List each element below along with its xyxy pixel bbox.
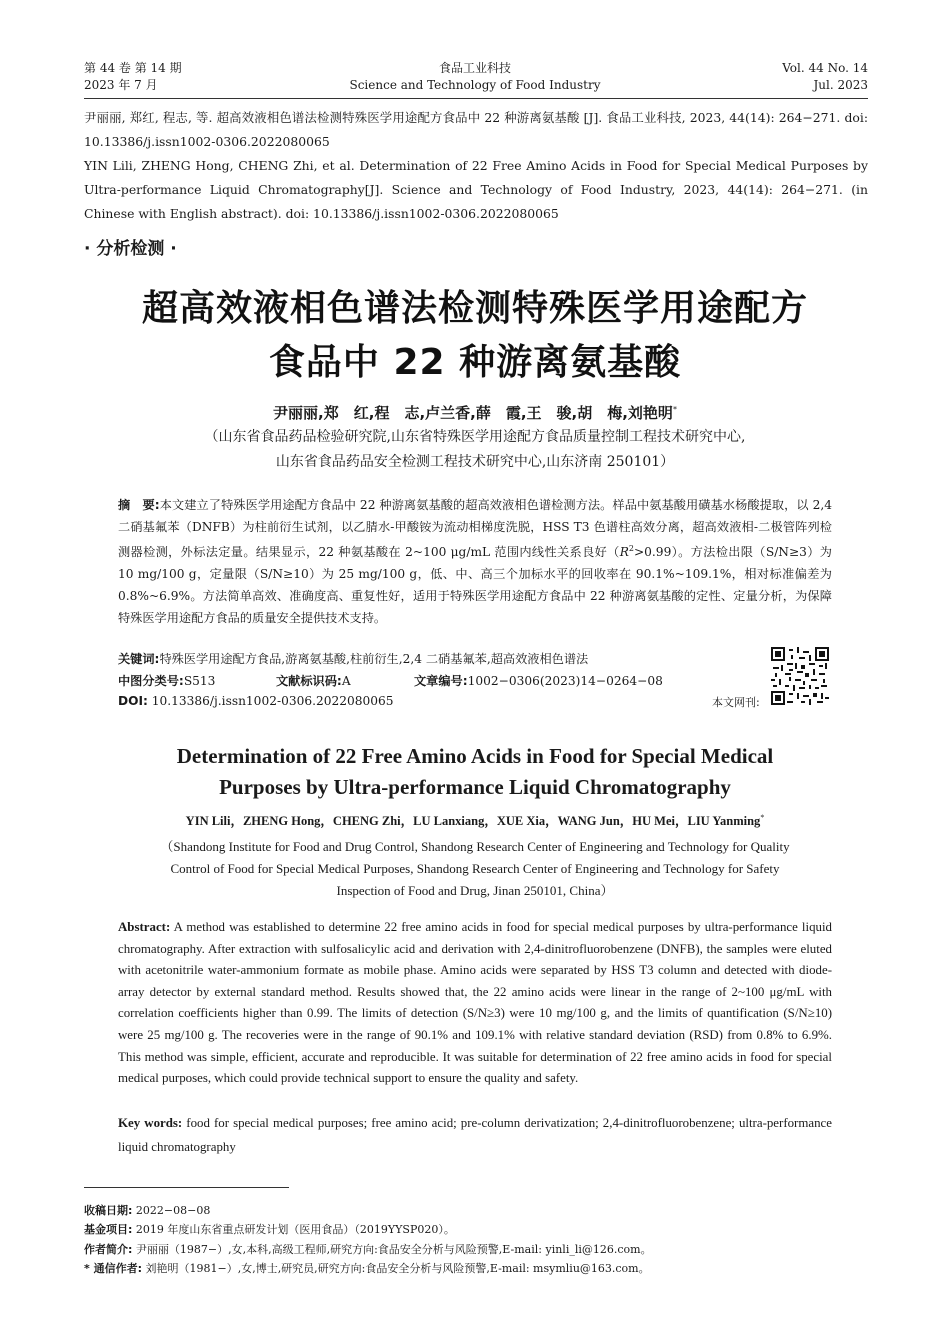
doi-cn bbox=[118, 694, 394, 708]
affiliation-cn-line1: （山东省食品药品检验研究院,山东省特殊医学用途配方食品质量控制工程技术研究中心, bbox=[204, 429, 746, 445]
keywords-en bbox=[118, 1111, 832, 1159]
authors-en-names: YIN Lili，ZHENG Hong，CHENG Zhi，LU Lanxiang，XUE Xia，WANG Jun，HU Mei，LIU Yanming bbox=[185, 814, 761, 828]
keywords-cn bbox=[118, 650, 758, 667]
clc-label: 中图分类号: bbox=[118, 674, 184, 688]
clc-value: S513 bbox=[183, 674, 216, 688]
abstract-cn-text-a: 本文建立了特殊医学用途配方食品中 22 种游离氨基酸的超高效液相色谱检测方法。样品中氨基酸用磺基水杨酸提取，以 2,4 二硝基氟苯（DNFB）为柱前衍生试剂，以乙腈水-甲酸铵为流动相梯度洗脱，HSS T3 色谱柱高效分离，超高效液相-二极管阵列检测器检测，外标法定量。结果显示，22 种氨基酸在 2~100 μg/mL 范围内线性关系良好（ bbox=[118, 498, 832, 560]
affiliation-en-line3: Inspection of Food and Drug, Jinan 250101, China） bbox=[336, 883, 614, 898]
section-tag: · 分析检测 · bbox=[84, 239, 177, 259]
keywords-en-text: food for special medical purposes; free amino acid; pre-column derivatization; 2,4-dinitrofluorobenzene; ultra-performance liquid chromatography bbox=[118, 1116, 832, 1154]
abstract-cn-text-b: >0.99）。方法检出限（S/N≥3）为 10 mg/100 g，定量限（S/N≥10）为 25 mg/100 g，低、中、高三个加标水平的回收率在 90.1%~109.1%，相对标准偏差为 0.8%~6.9%。方法简单高效、准确度高、重复性好，适用于特殊医学用途配方食品中 22 种游离氨基酸的定性、定量分析，为保障特殊医学用途配方食品的质量安全提供技术支持。 bbox=[118, 545, 832, 626]
doi-value: 10.13386/j.issn1002-0306.2022080065 bbox=[151, 694, 394, 708]
abstract-en-text: A method was established to determine 22 free amino acids in food for special medical purposes by ultra-performance liquid chromatography. After extraction with sulfosalicylic acid and derivation with 2,4-dinitrofluorobenzene (DNFB), the samples were eluted with acetonitrile water-ammonium formate as mobile phase. Amino acids were separated by HSS T3 column and detected with diode-array detector by external standard method. Results showed that, the 22 amino acids were linear in the range of 2~100 μg/mL with correlation coefficients higher than 0.99. The limits of detection (S/N≥3) were 10 mg/100 g, and the limits of quantification (S/N≥10) were 25 mg/100 g. The recoveries were in the range of 90.1% and 109.1% with relative standard deviation (RSD) from 0.8% to 6.9%. This method was simple, efficient, accurate and reproducible. It was suitable for determination of 22 free amino acids in food for special medical purposes, which could provide technical support to ensure the quality and safety. bbox=[118, 920, 832, 1086]
volume-issue-cn: 第 44 卷 第 14 期 bbox=[84, 61, 182, 75]
title-cn-line1: 超高效液相色谱法检测特殊医学用途配方 bbox=[141, 288, 808, 329]
header-right bbox=[782, 60, 868, 94]
keywords-cn-text: 特殊医学用途配方食品,游离氨基酸,柱前衍生,2,4 二硝基氟苯,超高效液相色谱法 bbox=[159, 652, 589, 666]
footnote-corresponding bbox=[84, 1262, 650, 1276]
corresponding-mark: * bbox=[672, 405, 677, 414]
received-date: 2022−08−08 bbox=[135, 1204, 211, 1217]
article-number bbox=[414, 672, 663, 689]
corresponding-mark-en: * bbox=[760, 812, 765, 822]
qr-code-icon[interactable] bbox=[771, 647, 829, 705]
abstract-cn bbox=[118, 494, 832, 629]
abstract-en-label: Abstract: bbox=[118, 920, 171, 934]
keywords-en-label: Key words: bbox=[118, 1116, 183, 1130]
footnote-received bbox=[84, 1204, 210, 1218]
corresponding-text: 刘艳明（1981−）,女,博士,研究员,研究方向:食品安全分析与风险预警,E-mail: msymliu@163.com。 bbox=[145, 1262, 650, 1275]
authors-en bbox=[0, 811, 950, 829]
affiliation-cn-line2: 山东省食品药品安全检测工程技术研究中心,山东济南 250101） bbox=[275, 454, 675, 470]
header-divider bbox=[84, 98, 868, 99]
footnote-author bbox=[84, 1243, 652, 1257]
document-code bbox=[276, 672, 351, 689]
r-symbol: R bbox=[619, 545, 629, 560]
clc-number bbox=[118, 672, 215, 689]
fund-label: 基金项目: bbox=[84, 1223, 133, 1236]
article-number-value: 1002−0306(2023)14−0264−08 bbox=[467, 674, 663, 688]
fund-text: 2019 年度山东省重点研发计划（医用食品）（2019YYSP020）。 bbox=[135, 1223, 455, 1236]
r-exponent: 2 bbox=[628, 544, 634, 553]
abstract-en bbox=[118, 917, 832, 1090]
doi-label: DOI: bbox=[118, 694, 148, 708]
doc-code-label: 文献标识码: bbox=[276, 674, 342, 688]
date-en: Jul. 2023 bbox=[813, 78, 868, 92]
corresponding-label: * 通信作者: bbox=[84, 1262, 142, 1275]
qr-label: 本文网刊: bbox=[712, 696, 760, 709]
keywords-cn-label: 关键词: bbox=[118, 652, 160, 666]
received-label: 收稿日期: bbox=[84, 1204, 133, 1217]
affiliation-en-line1: （Shandong Institute for Food and Drug Control, Shandong Research Center of Engineering and Technology for Quality bbox=[160, 839, 790, 854]
article-number-label: 文章编号: bbox=[414, 674, 468, 688]
volume-issue-en: Vol. 44 No. 14 bbox=[782, 61, 868, 75]
journal-name-en: Science and Technology of Food Industry bbox=[349, 78, 601, 92]
title-en-line1: Determination of 22 Free Amino Acids in Food for Special Medical bbox=[176, 744, 774, 768]
journal-name-cn: 食品工业科技 bbox=[438, 61, 511, 75]
author-bio-label: 作者简介: bbox=[84, 1243, 133, 1256]
author-bio-text: 尹丽丽（1987−）,女,本科,高级工程师,研究方向:食品安全分析与风险预警,E-mail: yinli_li@126.com。 bbox=[135, 1243, 652, 1256]
authors-cn bbox=[0, 402, 950, 423]
citation-cn: 尹丽丽, 郑红, 程志, 等. 超高效液相色谱法检测特殊医学用途配方食品中 22 种游离氨基酸 [J]. 食品工业科技, 2023, 44(14): 264−271. doi: 10.13386/j.issn1002-0306.2022080065 bbox=[84, 110, 868, 149]
footnote-fund bbox=[84, 1223, 455, 1237]
affiliation-en-line2: Control of Food for Special Medical Purposes, Shandong Research Center of Engineering and Technology for Safety bbox=[170, 861, 780, 876]
title-en bbox=[0, 741, 950, 803]
title-en-line2: Purposes by Ultra-performance Liquid Chromatography bbox=[219, 775, 731, 799]
doc-code-value: A bbox=[341, 674, 351, 688]
authors-cn-names: 尹丽丽,郑 红,程 志,卢兰香,薛 霞,王 骏,胡 梅,刘艳明 bbox=[273, 404, 673, 422]
date-cn: 2023 年 7 月 bbox=[84, 78, 158, 92]
abstract-cn-label: 摘 要: bbox=[118, 498, 160, 512]
citation-en: YIN Lili, ZHENG Hong, CHENG Zhi, et al. Determination of 22 Free Amino Acids in Food for Special Medical Purposes by Ultra-performance Liquid Chromatography[J]. Science and Technology of Food Industry, 2023, 44(14): 264−271. (in Chinese with English abstract). doi: 10.13386/j.issn1002-0306.2022080065 bbox=[84, 158, 868, 221]
title-cn-line2: 食品中 22 种游离氨基酸 bbox=[268, 342, 682, 383]
affiliation-en bbox=[0, 836, 950, 902]
footnote-divider bbox=[84, 1187, 289, 1188]
